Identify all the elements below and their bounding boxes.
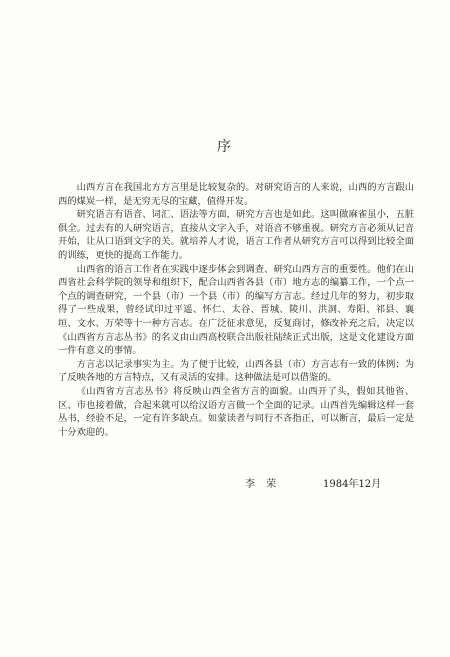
preface-title: 序 <box>217 139 233 155</box>
paragraph-2: 研究语言有语音、词汇、语法等方面，研究方言也是如此。这叫做麻雀虽小，五脏俱全。过去有的人研究语言，直接从文字入手，对语音不够重视。研究方言必须从记音开始，让从口语到文字的关。就培养人才说，语言工作者从研究方言可以得到比较全面的训练，更快的提高工作能力。 <box>58 209 414 261</box>
paragraph-1: 山西方言在我国北方方言里是比较复杂的。对研究语言的人来说，山西的方言跟山西的煤炭一样，是无穷无尽的宝藏，值得开发。 <box>58 182 414 207</box>
signature-line <box>0 475 450 489</box>
preface-body <box>58 181 414 439</box>
paragraph-3: 山西省的语言工作者在实践中逐步体会到调查、研究山西方言的重要性。他们在山西省社会科学院的领导和组织下，配合山西省各县（市）地方志的编纂工作，一个点一个点的调查研究，一个县（市）一个县（市）的编写方言志。经过几年的努力，初步取得了一些成果，曾经试印过平遥、怀仁、太谷、晋城、陵川、洪洞、寿阳、祁县、襄垣、文水、万荣等十一种方言志。在广泛征求意见，反复商讨，修改补充之后，决定以《山西省方言志丛书》的名义由山西高校联合出版社陆续正式出版，这是文化建设方面一件有意义的事情。 <box>58 263 414 357</box>
paragraph-4: 方言志以记录事实为主。为了便于比较，山西各县（市）方言志有一致的体例；为了反映各地的方言特点，又有灵活的安排。这种做法是可以借鉴的。 <box>58 358 414 384</box>
author-name: 李 荣 <box>245 479 281 490</box>
signature-date: 1984年12月 <box>323 479 382 490</box>
paragraph-5: 《山西省方言志丛书》将反映山西全省方言的面貌。山西开了头，假如其他省、区、市也接着做，合起来就可以给汉语方言做一个全面的记录。山西首先编辑这样一套丛书，经验不足，一定有许多缺点。如蒙读者与同行不吝指正，可以断言，最后一定是十分欢迎的。 <box>58 385 414 438</box>
